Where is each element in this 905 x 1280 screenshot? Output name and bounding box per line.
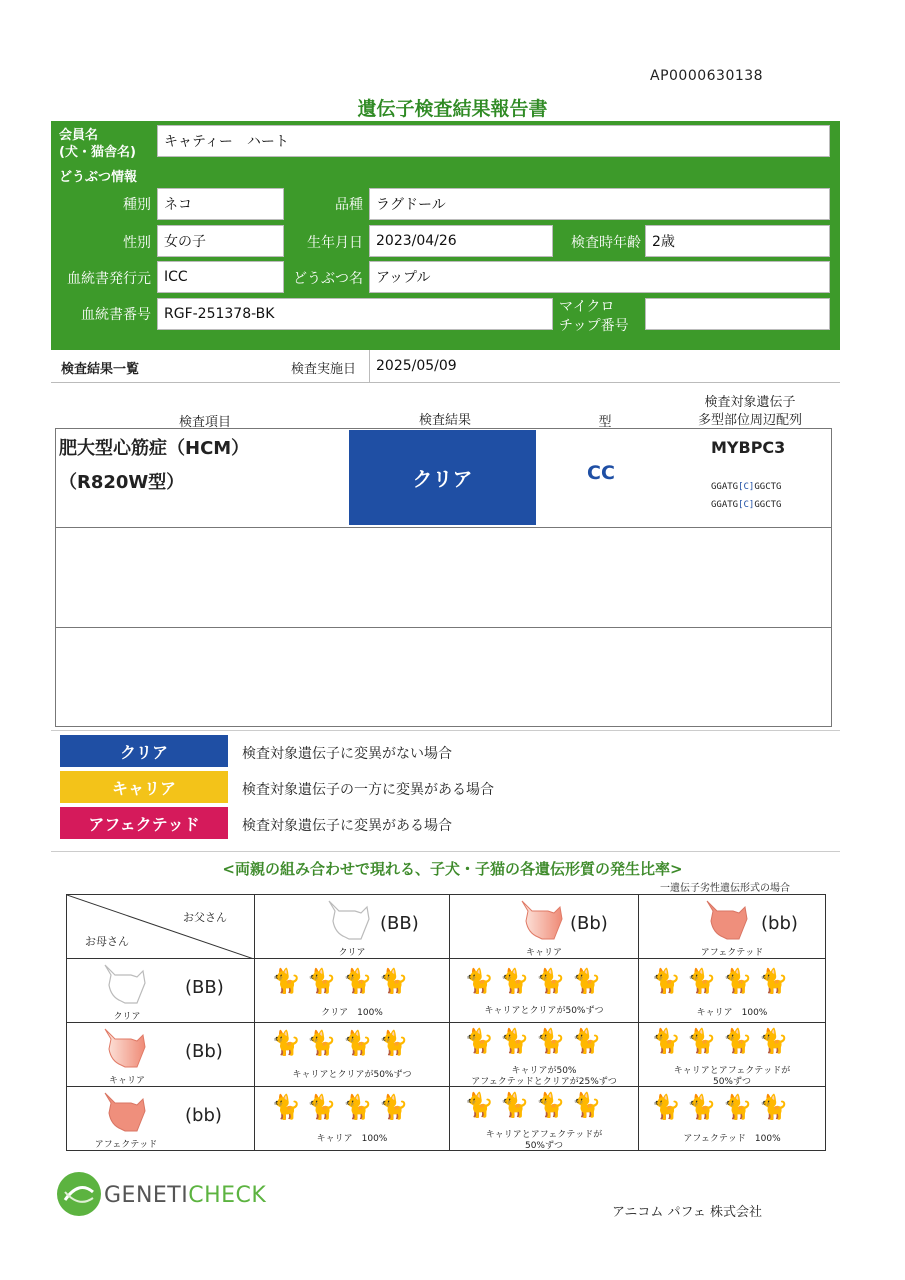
offspring-ratio: キャリアが50% — [511, 1066, 577, 1076]
offspring-ratio: アフェクテッドとクリアが25%ずつ — [471, 1077, 617, 1087]
offspring-cell — [639, 1087, 826, 1151]
mother-genotype: (bb) — [185, 1105, 222, 1126]
geneticheck-logo-icon — [55, 1170, 103, 1222]
result-row — [55, 428, 832, 526]
offspring-ratio: アフェクテッド 100% — [683, 1134, 781, 1144]
cat-icons-row: 🐈🐈🐈🐈 — [271, 1093, 415, 1121]
cat-icons-row: 🐈🐈🐈🐈 — [464, 967, 608, 995]
father-label: お父さん — [183, 911, 227, 924]
member-name-field[interactable]: キャティー ハート — [157, 125, 830, 157]
father-genotype: (Bb) — [570, 913, 608, 934]
cat-icons-row: 🐈🐈🐈🐈 — [651, 1027, 795, 1055]
header-item: 検査項目 — [178, 415, 231, 430]
offspring-ratio: クリア 100% — [321, 1008, 383, 1018]
header-gene-line1: 検査対象遺伝子 — [704, 395, 796, 410]
test-item-variant: （R820W型） — [59, 472, 185, 493]
chip-field[interactable] — [645, 298, 830, 330]
legend-affected-badge: アフェクテッド — [60, 807, 228, 839]
mother-phenotype: クリア — [113, 1012, 141, 1022]
cat-icons-row: 🐈🐈🐈🐈 — [464, 1027, 608, 1055]
species-field[interactable]: ネコ — [157, 188, 284, 220]
offspring-ratio: キャリア 100% — [316, 1134, 388, 1144]
pedigree-number-label: 血統書番号 — [81, 307, 151, 323]
species-label: 種別 — [123, 197, 151, 213]
test-date-label: 検査実施日 — [291, 362, 357, 377]
offspring-ratio: 50%ずつ — [524, 1141, 563, 1151]
father-cell — [639, 895, 826, 959]
test-date-field[interactable]: 2025/05/09 — [369, 350, 569, 382]
mother-cell — [67, 1087, 255, 1151]
test-item-name: 肥大型心筋症（HCM） — [59, 438, 250, 459]
header-gene-line2: 多型部位周辺配列 — [697, 413, 802, 428]
cat-icon — [101, 1091, 149, 1133]
offspring-cell — [639, 959, 826, 1023]
birth-label: 生年月日 — [307, 235, 363, 251]
offspring-ratio: 50%ずつ — [712, 1077, 751, 1087]
document-id: AP0000630138 — [650, 68, 764, 84]
cat-icon — [101, 1027, 149, 1069]
cat-icon — [518, 899, 566, 941]
mother-genotype: (Bb) — [185, 1041, 223, 1062]
pedigree-number-field[interactable]: RGF-251378-BK — [157, 298, 553, 330]
legend-carrier-desc: 検査対象遺伝子の一方に変異がある場合 — [242, 782, 494, 798]
offspring-cell — [450, 1023, 639, 1087]
offspring-cell — [639, 1023, 826, 1087]
pedigree-issuer-field[interactable]: ICC — [157, 261, 284, 293]
age-label: 検査時年齢 — [571, 235, 641, 251]
row-divider — [56, 527, 831, 528]
offspring-cell — [450, 1087, 639, 1151]
mother-genotype: (BB) — [185, 977, 224, 998]
sex-label: 性別 — [123, 235, 151, 251]
cat-icon — [703, 899, 751, 941]
offspring-ratio: キャリア 100% — [696, 1008, 768, 1018]
inheritance-note: 一遺伝子劣性遺伝形式の場合 — [660, 883, 790, 894]
legend-carrier-badge: キャリア — [60, 771, 228, 803]
sex-field[interactable]: 女の子 — [157, 225, 284, 257]
mother-cell — [67, 959, 255, 1023]
birth-field[interactable]: 2023/04/26 — [369, 225, 553, 257]
cat-icons-row: 🐈🐈🐈🐈 — [271, 967, 415, 995]
animal-name-label: どうぶつ名 — [293, 271, 363, 287]
result-badge: クリア — [349, 430, 536, 525]
pedigree-issuer-label: 血統書発行元 — [67, 271, 151, 287]
offspring-cell — [255, 1023, 450, 1087]
cat-icons-row: 🐈🐈🐈🐈 — [651, 967, 795, 995]
offspring-cell — [255, 1087, 450, 1151]
age-field[interactable]: 2歳 — [645, 225, 830, 257]
breed-label: 品種 — [335, 197, 363, 213]
father-cell — [255, 895, 450, 959]
offspring-cell — [450, 959, 639, 1023]
sequence-line: GGATG[C]GGCTG — [711, 482, 782, 492]
cat-icon — [325, 899, 373, 941]
member-label-line2: (犬・猫舎名) — [59, 145, 136, 160]
chip-label-line1: マイクロ — [559, 299, 615, 315]
legend-affected-desc: 検査対象遺伝子に変異がある場合 — [242, 818, 452, 834]
geneticheck-logo-text: GENETICHECK — [104, 1183, 267, 1208]
corner-cell — [67, 895, 255, 959]
animal-name-field[interactable]: アップル — [369, 261, 830, 293]
breed-field[interactable]: ラグドール — [369, 188, 830, 220]
legend-clear-badge: クリア — [60, 735, 228, 767]
cat-icons-row: 🐈🐈🐈🐈 — [271, 1029, 415, 1057]
cat-icon — [101, 963, 149, 1005]
inheritance-title: <両親の組み合わせで現れる、子犬・子猫の各遺伝形質の発生比率> — [222, 860, 683, 878]
inheritance-table — [66, 894, 826, 1151]
header-result: 検査結果 — [418, 413, 471, 428]
genotype-type: CC — [587, 462, 615, 484]
corner-diagonal — [67, 895, 254, 959]
father-phenotype: キャリア — [525, 948, 562, 958]
summary-label: 検査結果一覧 — [61, 362, 140, 377]
father-genotype: (BB) — [380, 913, 419, 934]
header-type: 型 — [598, 415, 612, 430]
row-divider — [56, 627, 831, 628]
gene-name: MYBPC3 — [711, 438, 786, 457]
animal-info-section-label: どうぶつ情報 — [59, 170, 138, 185]
sequence-line: GGATG[C]GGCTG — [711, 500, 782, 510]
father-phenotype: アフェクテッド — [700, 948, 764, 958]
animal-info-panel — [51, 121, 840, 350]
father-genotype: (bb) — [761, 913, 798, 934]
father-cell — [450, 895, 639, 959]
mother-label: お母さん — [85, 935, 129, 948]
mother-phenotype: アフェクテッド — [94, 1140, 158, 1150]
offspring-ratio: キャリアとクリアが50%ずつ — [292, 1070, 412, 1080]
cat-icons-row: 🐈🐈🐈🐈 — [651, 1093, 795, 1121]
offspring-ratio: キャリアとアフェクテッドが — [673, 1066, 791, 1076]
offspring-ratio: キャリアとアフェクテッドが — [485, 1130, 603, 1140]
mother-phenotype: キャリア — [108, 1076, 145, 1086]
page-title: 遺伝子検査結果報告書 — [357, 98, 548, 120]
offspring-cell — [255, 959, 450, 1023]
company-name: アニコム パフェ 株式会社 — [612, 1205, 762, 1220]
member-label-line1: 会員名 — [59, 128, 99, 143]
summary-row — [51, 350, 840, 383]
offspring-ratio: キャリアとクリアが50%ずつ — [484, 1006, 604, 1016]
mother-cell — [67, 1023, 255, 1087]
legend-clear-desc: 検査対象遺伝子に変異がない場合 — [242, 746, 452, 762]
cat-icons-row: 🐈🐈🐈🐈 — [464, 1091, 608, 1119]
chip-label-line2: チップ番号 — [559, 318, 629, 334]
father-phenotype: クリア — [338, 948, 366, 958]
